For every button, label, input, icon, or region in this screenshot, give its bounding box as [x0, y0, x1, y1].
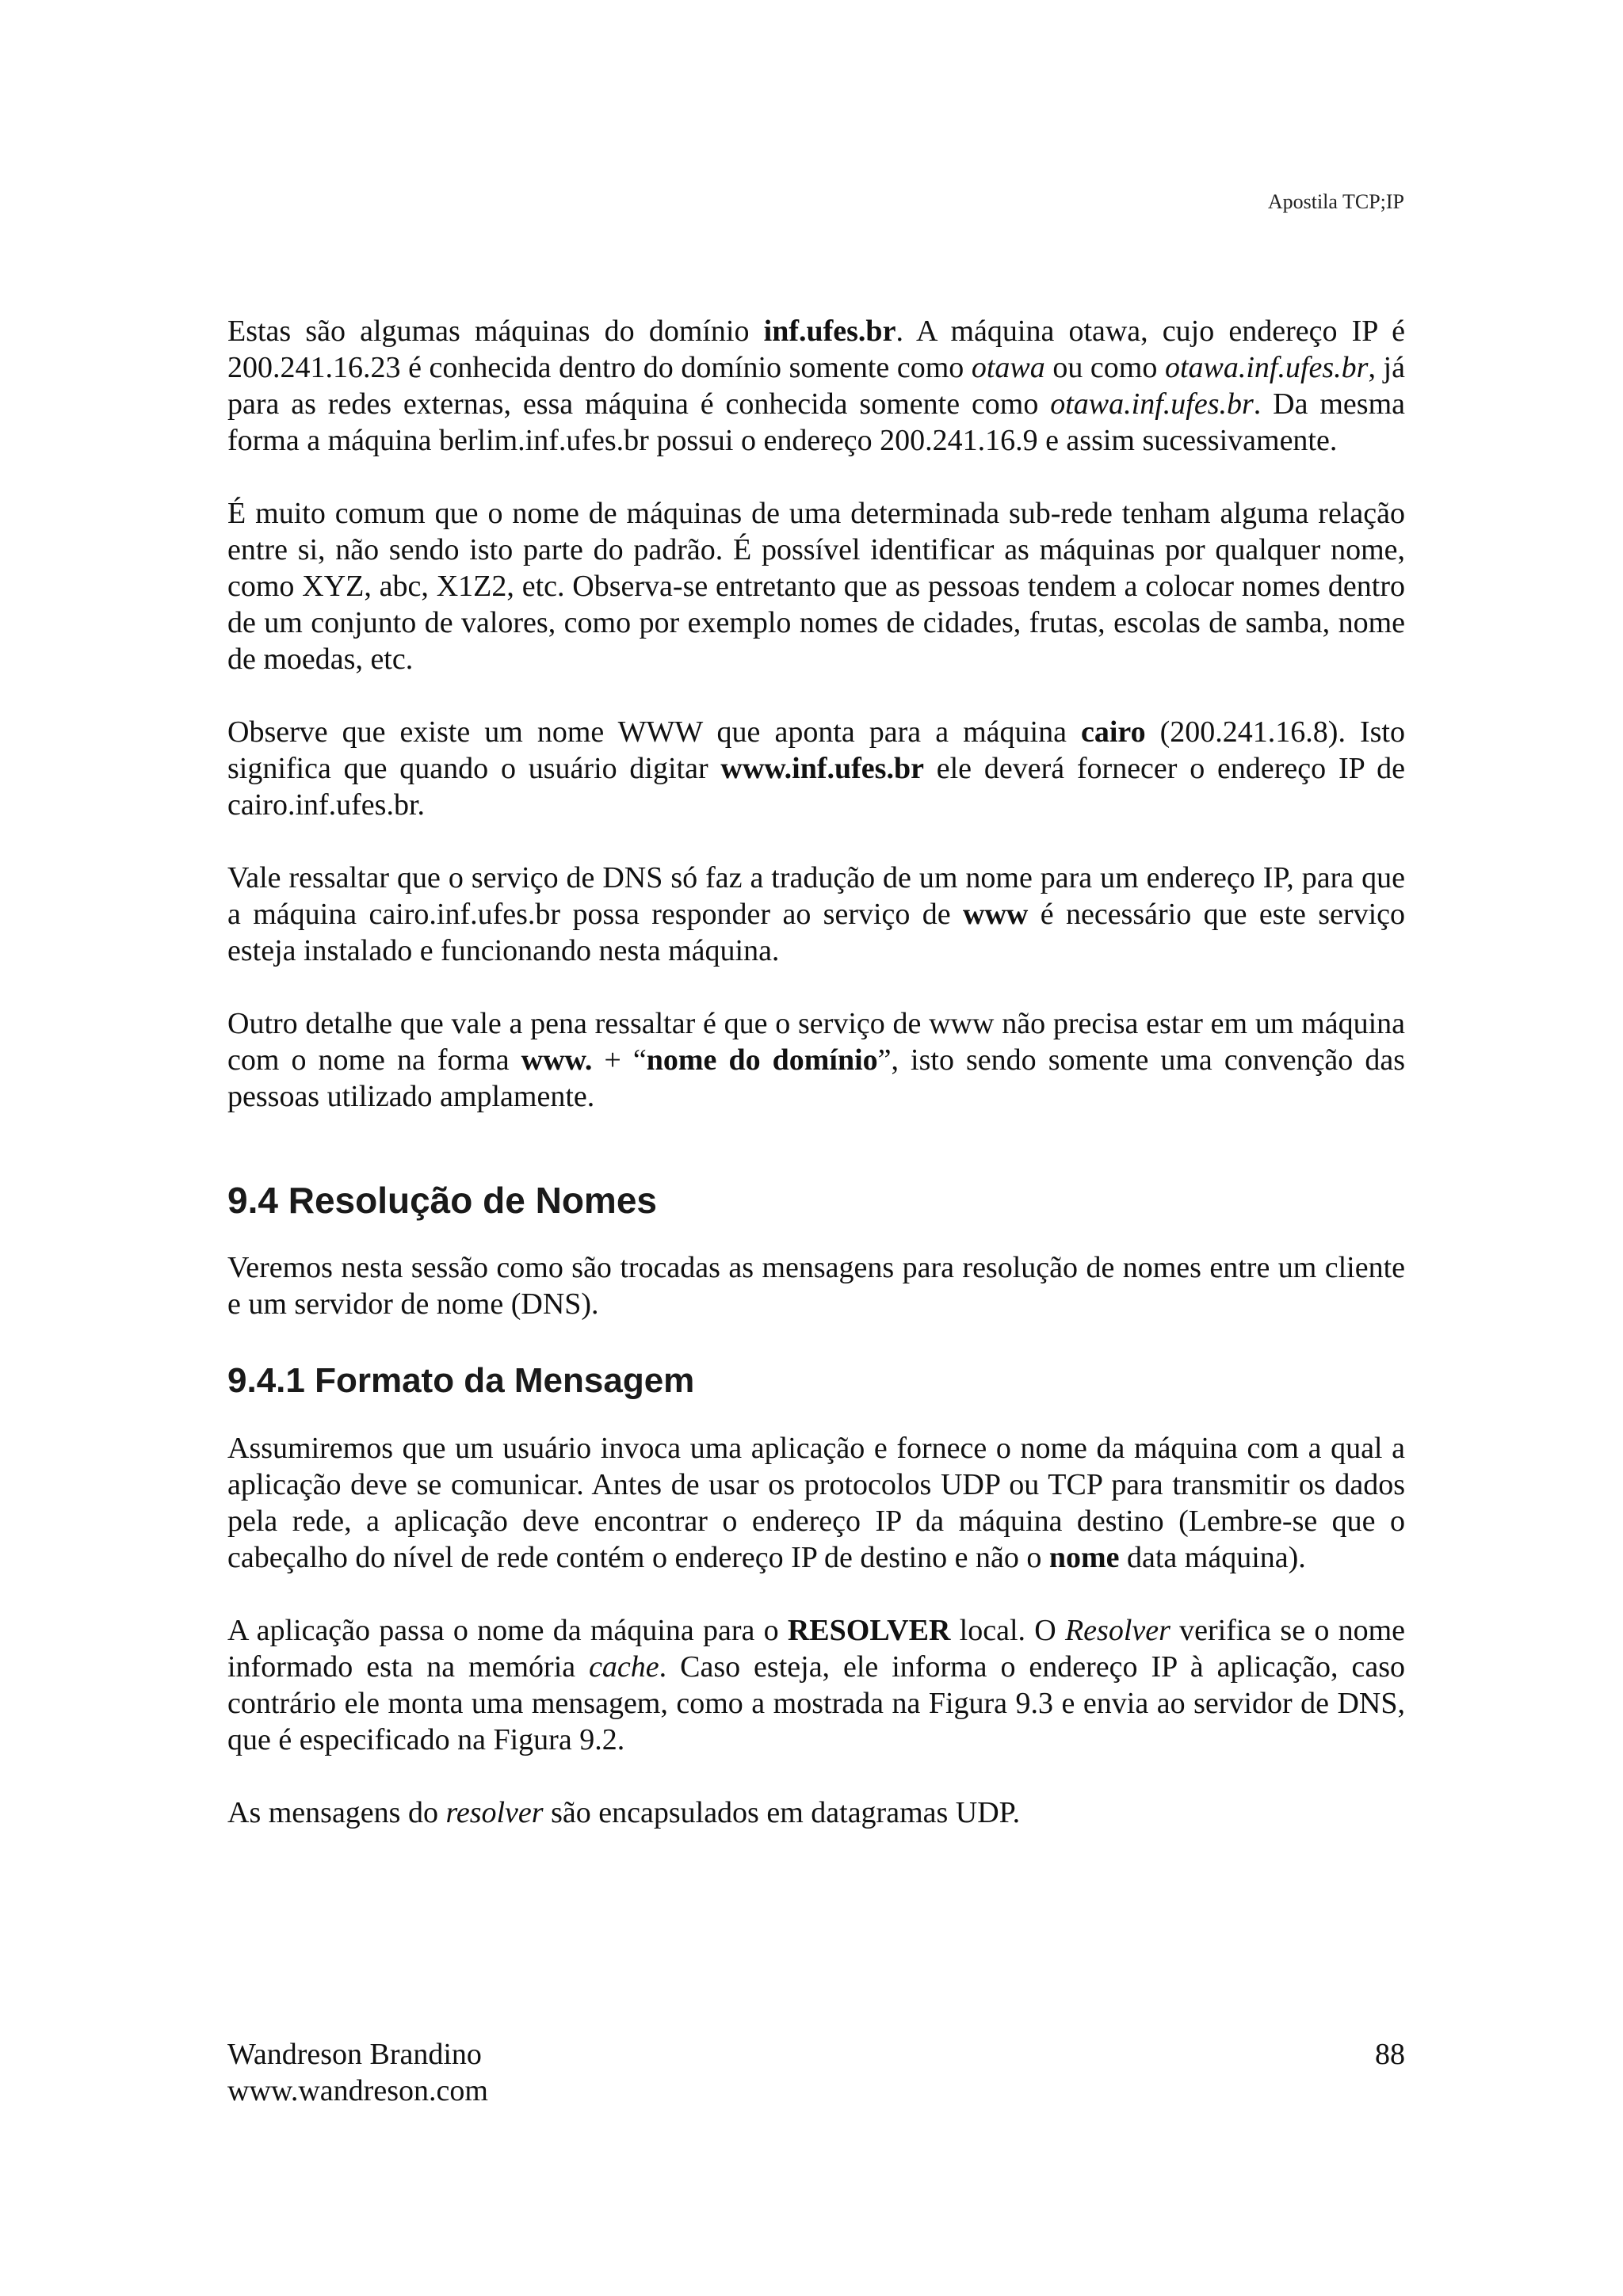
- text-run: Outro detalhe que vale a pena ressaltar é que o serviço de www não precisa estar em um máquina com o nome na forma: [227, 1007, 1405, 1077]
- bold-text: inf.ufes.br: [763, 315, 896, 348]
- subsection-heading: 9.4.1 Formato da Mensagem: [227, 1361, 695, 1400]
- text-run: Assumiremos que um usuário invoca uma aplicação e fornece o nome da máquina com a qual a aplicação deve se comunicar. Antes de usar os protocolos UDP ou TCP para transmitir os dados pela rede, a aplicação deve encontrar o endereço IP da máquina destino (Lembre-se que o cabeçalho do nível de rede contém o endereço IP de destino e não o: [227, 1432, 1405, 1574]
- italic-text: cache: [589, 1650, 659, 1684]
- bold-text: www: [963, 898, 1029, 931]
- italic-text: otawa.inf.ufes.br: [1164, 351, 1369, 384]
- text-run: verifica se o nome informado esta na memória: [227, 1614, 1405, 1684]
- bold-text: nome do domínio: [646, 1043, 878, 1077]
- italic-text: otawa.inf.ufes.br: [1050, 387, 1254, 421]
- footer-author: Wandreson Brandino: [227, 2038, 482, 2071]
- page-number: 88: [1375, 2038, 1405, 2071]
- bold-text: www.: [521, 1043, 593, 1077]
- italic-text: otawa: [971, 351, 1045, 384]
- text-run: Veremos nesta sessão como são trocadas as mensagens para resolução de nomes entre um cliente e um servidor de nome (DNS).: [227, 1251, 1405, 1321]
- text-run: É muito comum que o nome de máquinas de uma determinada sub-rede tenham alguma relação entre si, não sendo isto parte do padrão. É possível identificar as máquinas por qualquer nome, como XYZ, abc, X1Z2, etc. Observa-se entretanto que as pessoas tendem a colocar nomes dentro de um conjunto de valores, como por exemplo nomes de cidades, frutas, escolas de samba, nome de moedas, etc.: [227, 497, 1405, 676]
- document-body: [227, 313, 1405, 1867]
- paragraph-resolver: [227, 1612, 1405, 1758]
- text-run: (200.241.16.8). Isto significa que quando o usuário digitar: [227, 715, 1405, 785]
- text-run: A aplicação passa o nome da máquina para o: [227, 1614, 788, 1647]
- text-run: Estas são algumas máquinas do domínio: [227, 315, 764, 348]
- text-run: são encapsulados em datagramas UDP.: [543, 1796, 1021, 1829]
- text-run: . Da mesma forma a máquina berlim.inf.ufes.br possui o endereço 200.241.16.9 e assim sucessivamente.: [227, 387, 1405, 457]
- bold-text: cairo: [1081, 715, 1146, 749]
- text-run: data máquina).: [1119, 1541, 1306, 1574]
- text-run: , já para as redes externas, essa máquina é conhecida somente como: [227, 351, 1405, 421]
- text-run: ele deverá fornecer o endereço IP de cairo.inf.ufes.br.: [227, 752, 1405, 822]
- text-run: é necessário que este serviço esteja instalado e funcionando nesta máquina.: [227, 898, 1406, 967]
- paragraph-section-intro: [227, 1249, 1405, 1322]
- paragraph-www-convention: [227, 1005, 1405, 1115]
- footer-website: www.wandreson.com: [227, 2074, 488, 2107]
- page-footer: [227, 2036, 1405, 2109]
- text-run: Vale ressaltar que o serviço de DNS só faz a tradução de um nome para um endereço IP, para que a máquina cairo.inf.ufes.br possa responder ao serviço de: [227, 861, 1405, 931]
- section-heading: 9.4 Resolução de Nomes: [227, 1180, 657, 1221]
- paragraph-udp-encapsulation: [227, 1794, 1405, 1831]
- text-run: . A máquina otawa, cujo endereço IP é 200.241.16.23 é conhecida dentro do domínio somente como: [227, 315, 1406, 384]
- paragraph-naming-conventions: [227, 495, 1405, 677]
- text-run: ”, isto sendo somente uma convenção das pessoas utilizado amplamente.: [227, 1043, 1405, 1113]
- italic-text: Resolver: [1064, 1614, 1170, 1647]
- running-header: Apostila TCP;IP: [1267, 190, 1404, 213]
- text-run: . Caso esteja, ele informa o endereço IP à aplicação, caso contrário ele monta uma mensagem, como a mostrada na Figura 9.3 e envia ao servidor de DNS, que é especificado na Figura 9.2.: [227, 1650, 1405, 1756]
- italic-text: resolver: [445, 1796, 544, 1829]
- bold-text: nome: [1048, 1541, 1120, 1574]
- text-run: + “: [592, 1043, 647, 1077]
- bold-text: RESOLVER: [787, 1614, 951, 1647]
- paragraph-application-lookup: [227, 1430, 1405, 1576]
- bold-text: www.inf.ufes.br: [720, 752, 924, 785]
- paragraph-dns-domain-machines: [227, 313, 1405, 459]
- paragraph-www-alias: [227, 714, 1405, 823]
- text-run: As mensagens do: [227, 1796, 446, 1829]
- text-run: local. O: [950, 1614, 1065, 1647]
- text-run: ou como: [1044, 351, 1165, 384]
- paragraph-dns-translation: [227, 860, 1405, 969]
- text-run: Observe que existe um nome WWW que aponta para a máquina: [227, 715, 1081, 749]
